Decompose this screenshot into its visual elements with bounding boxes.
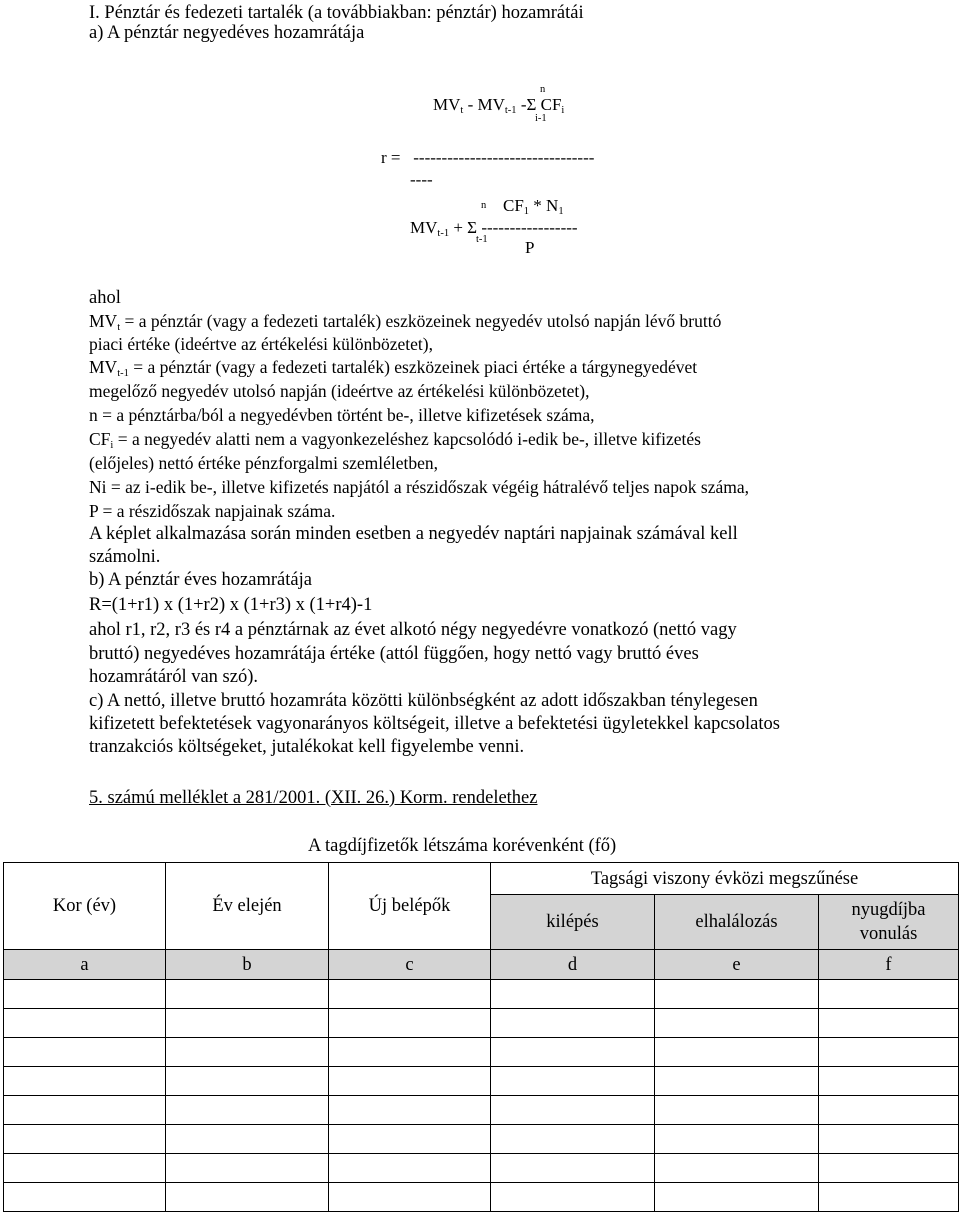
table-cell[interactable] bbox=[166, 1096, 329, 1125]
header-death: elhalálozás bbox=[655, 895, 819, 950]
table-cell[interactable] bbox=[329, 1067, 491, 1096]
table-caption: A tagdíjfizetők létszáma korévenként (fő) bbox=[308, 836, 617, 856]
definition-cf: $CF_i = a$ negyedév alatti nem a vagyonkezeléshez kapcsolódó i-edik be-, illetve kifizetés bbox=[89, 429, 701, 451]
den-sum-upper-limit: n bbox=[481, 200, 487, 211]
formula-numerator: $MV_t - MV_{t-1}$ -Σ $CF_i$ bbox=[433, 95, 565, 116]
table-cell[interactable] bbox=[819, 1154, 959, 1183]
table-cell[interactable] bbox=[4, 980, 166, 1009]
definition-mvt: $MV_t = a$ pénztár (vagy a fedezeti tartalék) eszközeinek negyedév utolsó napján lévő bruttó bbox=[89, 311, 722, 333]
table-cell[interactable] bbox=[819, 1125, 959, 1154]
header-new-entrants: Új belépők bbox=[329, 863, 491, 950]
definition-p: P = a részidőszak napjainak száma. bbox=[89, 501, 336, 521]
header-exit: kilépés bbox=[491, 895, 655, 950]
text-line: hozamrátáról van szó). bbox=[89, 667, 258, 687]
annex-link[interactable]: 5. számú melléklet a 281/2001. (XII. 26.) Korm. rendelethez bbox=[89, 788, 538, 808]
table-cell[interactable] bbox=[819, 1183, 959, 1212]
formula-fraction-line-cont: ---- bbox=[410, 170, 433, 189]
table-cell[interactable] bbox=[329, 1096, 491, 1125]
letter-cell: e bbox=[655, 950, 819, 980]
membership-table bbox=[3, 862, 959, 1212]
table-row bbox=[4, 1154, 959, 1183]
definition-mvt1: $MV_{t-1} = a$ pénztár (vagy a fedezeti tartalék) eszközeinek piaci értéke a tárgynegyedévet bbox=[89, 357, 698, 379]
table-cell[interactable] bbox=[819, 1009, 959, 1038]
text-line: kifizetett befektetések vagyonarányos költségeit, illetve a befektetési ügyletekkel kapcsolatos bbox=[89, 714, 780, 734]
text-line: A képlet alkalmazása során minden esetben a negyedév naptári napjainak számával kell bbox=[89, 524, 738, 544]
table-cell[interactable] bbox=[819, 1096, 959, 1125]
formula-denominator: $MV_{t-1} + \Sigma$ ----------------- bbox=[410, 218, 578, 239]
subsection-c-title: c) A nettó, illetve bruttó hozamráta közötti különbségként az adott időszakban ténylegesen bbox=[89, 691, 758, 711]
table-cell[interactable] bbox=[4, 1125, 166, 1154]
table-cell[interactable] bbox=[819, 1067, 959, 1096]
table-cell[interactable] bbox=[4, 1154, 166, 1183]
table-cell[interactable] bbox=[4, 1038, 166, 1067]
text-line: (előjeles) nettó értéke pénzforgalmi szemléletben, bbox=[89, 453, 439, 473]
table-cell[interactable] bbox=[819, 980, 959, 1009]
text-line: piaci értéke (ideértve az értékelési különbözetet), bbox=[89, 334, 433, 354]
table-letter-row bbox=[4, 950, 959, 980]
table-cell[interactable] bbox=[491, 1154, 655, 1183]
table-cell[interactable] bbox=[4, 1009, 166, 1038]
table-cell[interactable] bbox=[329, 1154, 491, 1183]
definition-ni: Ni = az i-edik be-, illetve kifizetés napjától a részidőszak végéig hátralévő teljes napok száma, bbox=[89, 477, 750, 497]
table-cell[interactable] bbox=[329, 1009, 491, 1038]
table-row bbox=[4, 1096, 959, 1125]
table-cell[interactable] bbox=[491, 1096, 655, 1125]
text-line: tranzakciós költségeket, jutalékokat kell figyelembe venni. bbox=[89, 737, 525, 757]
text-line: ahol r1, r2, r3 és r4 a pénztárnak az évet alkotó négy negyedévre vonatkozó (nettó vagy bbox=[89, 620, 737, 640]
table-cell[interactable] bbox=[329, 1125, 491, 1154]
table-cell[interactable] bbox=[4, 1067, 166, 1096]
table-cell[interactable] bbox=[329, 1183, 491, 1212]
table-cell[interactable] bbox=[655, 1183, 819, 1212]
table-cell[interactable] bbox=[329, 980, 491, 1009]
section-heading: I. Pénztár és fedezeti tartalék (a továbbiakban: pénztár) hozamrátái bbox=[89, 3, 584, 23]
table-cell[interactable] bbox=[819, 1038, 959, 1067]
table-cell[interactable] bbox=[655, 1154, 819, 1183]
table-cell[interactable] bbox=[491, 1125, 655, 1154]
table-row bbox=[4, 1009, 959, 1038]
sum-lower-limit: i-1 bbox=[535, 113, 547, 124]
table-cell[interactable] bbox=[4, 1183, 166, 1212]
table-row bbox=[4, 980, 959, 1009]
letter-cell: b bbox=[166, 950, 329, 980]
header-termination-group: Tagsági viszony évközi megszűnése bbox=[491, 863, 959, 895]
letter-cell: f bbox=[819, 950, 959, 980]
letter-cell: c bbox=[329, 950, 491, 980]
table-cell[interactable] bbox=[655, 1096, 819, 1125]
table-cell[interactable] bbox=[4, 1096, 166, 1125]
table-cell[interactable] bbox=[655, 980, 819, 1009]
subsection-a-title: a) A pénztár negyedéves hozamrátája bbox=[89, 23, 365, 43]
annual-formula: R=(1+r1) x (1+r2) x (1+r3) x (1+r4)-1 bbox=[89, 595, 373, 615]
table-header-row bbox=[4, 863, 959, 895]
table-cell[interactable] bbox=[166, 1154, 329, 1183]
table-cell[interactable] bbox=[491, 980, 655, 1009]
letter-cell: d bbox=[491, 950, 655, 980]
table-cell[interactable] bbox=[166, 1009, 329, 1038]
table-row bbox=[4, 1038, 959, 1067]
formula-den-numerator: $CF_1 * N_1$ bbox=[503, 196, 564, 217]
letter-cell: a bbox=[4, 950, 166, 980]
table-cell[interactable] bbox=[491, 1038, 655, 1067]
definition-n: n = a pénztárba/ból a negyedévben történt be-, illetve kifizetések száma, bbox=[89, 405, 595, 425]
sum-upper-limit: n bbox=[540, 84, 546, 95]
den-sum-lower-limit: t-1 bbox=[476, 234, 488, 245]
subsection-b-title: b) A pénztár éves hozamrátája bbox=[89, 570, 312, 590]
table-cell[interactable] bbox=[655, 1067, 819, 1096]
formula-fraction-line: r = -------------------------------- bbox=[381, 148, 595, 167]
table-row bbox=[4, 1067, 959, 1096]
text-line: megelőző negyedév utolsó napján (ideértve az értékelési különbözetet), bbox=[89, 381, 590, 401]
header-year-start: Év elején bbox=[166, 863, 329, 950]
table-cell[interactable] bbox=[655, 1125, 819, 1154]
table-cell[interactable] bbox=[166, 1038, 329, 1067]
table-cell[interactable] bbox=[166, 1125, 329, 1154]
formula-den-p: P bbox=[525, 238, 535, 257]
text-line: bruttó) negyedéves hozamrátája értéke (attól függően, hogy nettó vagy bruttó éves bbox=[89, 644, 699, 664]
table-cell[interactable] bbox=[166, 1067, 329, 1096]
header-age: Kor (év) bbox=[4, 863, 166, 950]
table-cell[interactable] bbox=[329, 1038, 491, 1067]
table-cell[interactable] bbox=[491, 1067, 655, 1096]
header-retirement: nyugdíjba vonulás bbox=[819, 895, 959, 950]
table-cell[interactable] bbox=[655, 1009, 819, 1038]
table-cell[interactable] bbox=[655, 1038, 819, 1067]
table-row bbox=[4, 1183, 959, 1212]
definition-intro: ahol bbox=[89, 288, 121, 308]
table-cell[interactable] bbox=[166, 980, 329, 1009]
text-line: számolni. bbox=[89, 547, 161, 567]
table-cell[interactable] bbox=[491, 1009, 655, 1038]
table-cell[interactable] bbox=[166, 1183, 329, 1212]
table-row bbox=[4, 1125, 959, 1154]
table-cell[interactable] bbox=[491, 1183, 655, 1212]
